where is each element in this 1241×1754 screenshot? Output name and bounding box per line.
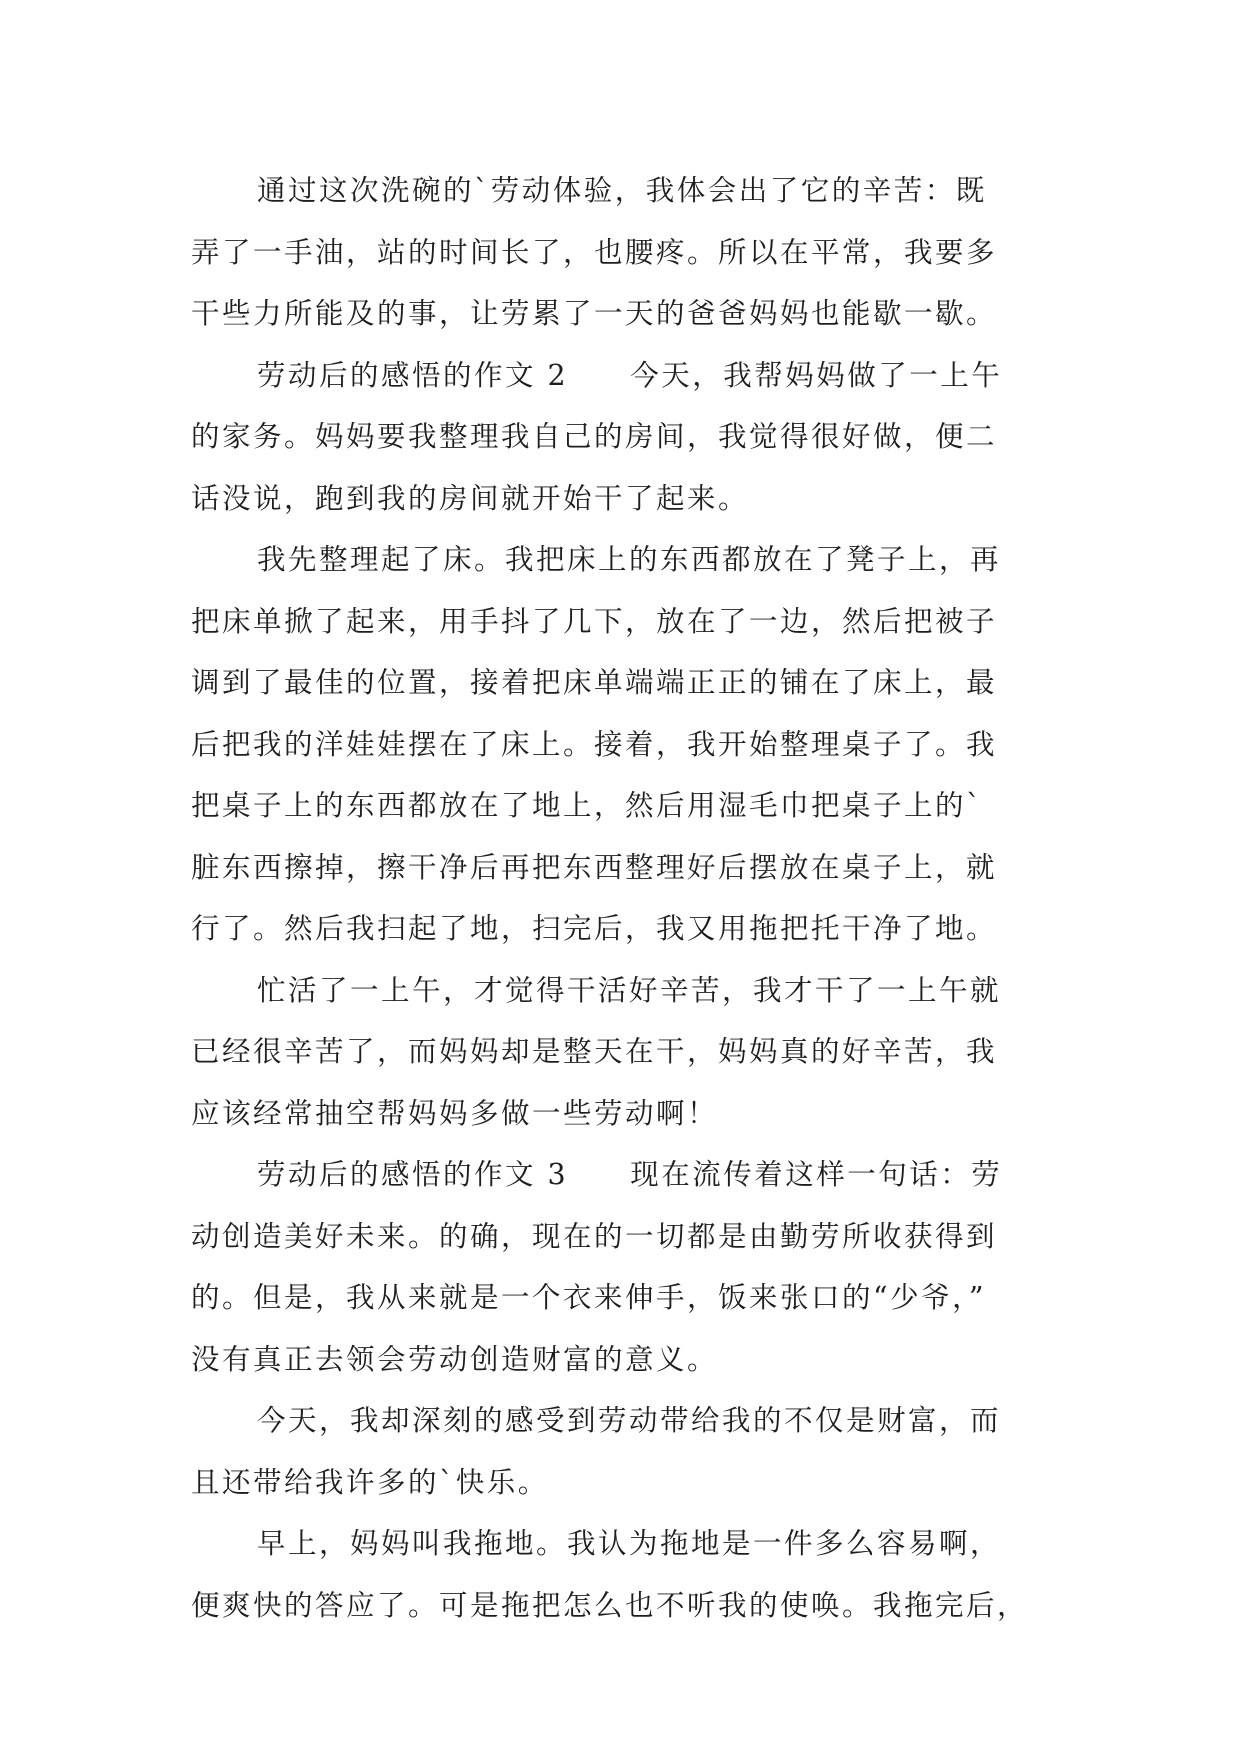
text-line: 应该经常抽空帮妈妈多做一些劳动啊！ xyxy=(191,1096,719,1130)
text-line: 干些力所能及的事，让劳累了一天的爸爸妈妈也能歇一歇。 xyxy=(191,297,998,330)
text-line: 我先整理起了床。我把床上的东西都放在了凳子上，再 xyxy=(257,543,1002,576)
text-line: 把桌子上的东西都放在了地上，然后用湿毛巾把桌子上的` xyxy=(191,789,983,822)
text-line: 今天，我却深刻的感受到劳动带给我的不仅是财富，而 xyxy=(257,1404,1002,1437)
text-line: 把床单掀了起来，用手抖了几下，放在了一边，然后把被子 xyxy=(191,604,998,638)
text-line: 没有真正去领会劳动创造财富的意义。 xyxy=(191,1342,719,1376)
text-line: 的家务。妈妈要我整理我自己的房间，我觉得很好做，便二 xyxy=(191,420,998,453)
text-line: 通过这次洗碗的`劳动体验，我体会出了它的辛苦：既 xyxy=(257,174,987,207)
text-line: 劳动后的感悟的作文 3 现在流传着这样一句话：劳 xyxy=(257,1158,1003,1191)
text-line: 动创造美好未来。的确，现在的一切都是由勤劳所收获得到 xyxy=(191,1219,998,1253)
essay-body xyxy=(191,160,1071,1636)
text-line: 后把我的洋娃娃摆在了床上。接着，我开始整理桌子了。我 xyxy=(191,727,998,761)
text-line: 脏东西擦掉，擦干净后再把东西整理好后摆放在桌子上，就 xyxy=(191,850,998,884)
text-line: 的。但是，我从来就是一个衣来伸手，饭来张口的“少爷，” xyxy=(191,1281,986,1314)
text-line: 行了。然后我扫起了地，扫完后，我又用拖把托干净了地。 xyxy=(191,912,998,945)
text-line: 劳动后的感悟的作文 2 今天，我帮妈妈做了一上午 xyxy=(257,358,1003,392)
text-line: 弄了一手油，站的时间长了，也腰疼。所以在平常，我要多 xyxy=(191,235,998,269)
text-line: 话没说，跑到我的房间就开始干了起来。 xyxy=(191,481,750,515)
text-line: 忙活了一上午，才觉得干活好辛苦，我才干了一上午就 xyxy=(257,973,1002,1007)
text-line: 已经很辛苦了，而妈妈却是整天在干，妈妈真的好辛苦，我 xyxy=(191,1035,998,1068)
text-line: 且还带给我许多的`快乐。 xyxy=(191,1465,549,1499)
text-line: 便爽快的答应了。可是拖把怎么也不听我的使唤。我拖完后， xyxy=(191,1588,1029,1622)
text-line: 调到了最佳的位置，接着把床单端端正正的铺在了床上，最 xyxy=(191,666,998,699)
text-line: 早上，妈妈叫我拖地。我认为拖地是一件多么容易啊， xyxy=(257,1527,1002,1560)
